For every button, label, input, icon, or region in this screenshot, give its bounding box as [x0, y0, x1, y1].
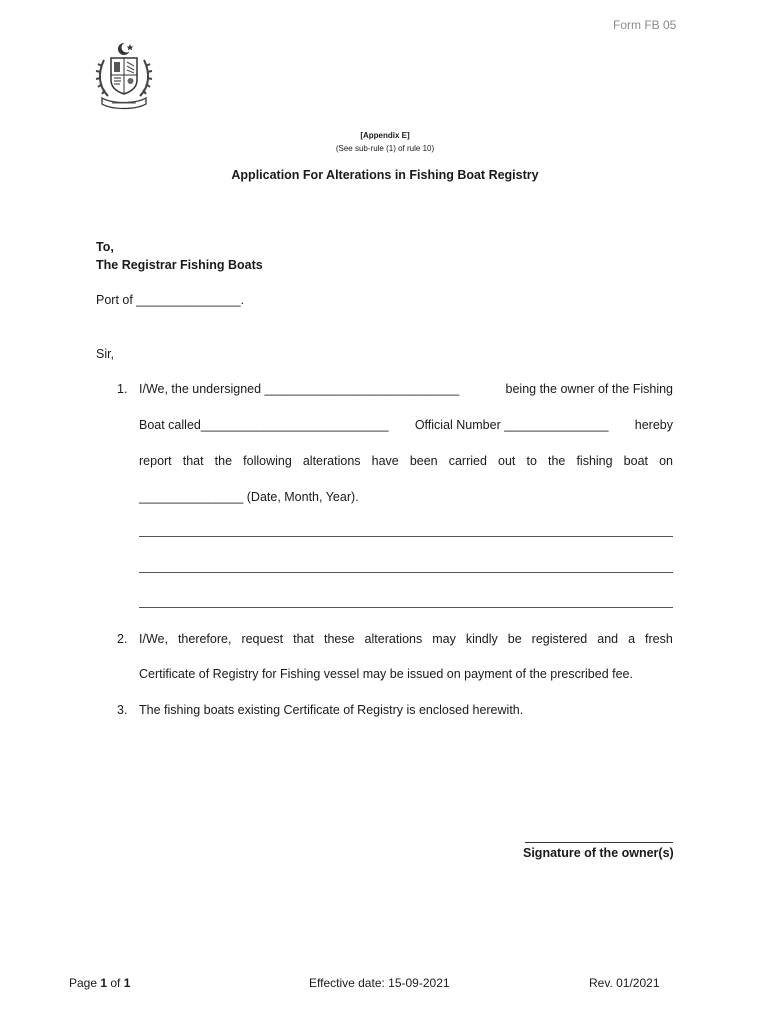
item-2-line-1: [139, 632, 673, 646]
item-number: 1.: [117, 382, 128, 396]
word: alterations: [302, 454, 361, 468]
appendix-label: [Appendix E]: [360, 131, 410, 140]
signature-line[interactable]: [525, 842, 673, 843]
effective-date: Effective date: 15-09-2021: [309, 976, 450, 990]
word: I/We,: [139, 632, 168, 646]
item-1-line-3: [139, 454, 673, 468]
revision-number: Rev. 01/2021: [589, 976, 660, 990]
word: out: [498, 454, 516, 468]
word: that: [293, 632, 314, 646]
word: the: [547, 454, 566, 468]
page-prefix: Page: [69, 976, 101, 990]
page-number: [69, 976, 130, 990]
item-number: 3.: [117, 703, 128, 717]
word: carried: [448, 454, 487, 468]
item-number: 2.: [117, 632, 128, 646]
word: to: [526, 454, 537, 468]
word: boat: [623, 454, 649, 468]
subrule-reference: (See sub-rule (1) of rule 10): [335, 144, 435, 153]
word: a: [628, 632, 636, 646]
state-emblem: [94, 42, 154, 110]
word: fishing: [576, 454, 613, 468]
word: the: [214, 454, 233, 468]
item-2-line-2: Certificate of Registry for Fishing vessel may be issued on payment of the prescribed fee.: [139, 667, 633, 681]
undersigned-name-field[interactable]: I/We, the undersigned ____________________________: [139, 382, 460, 396]
page-of: of: [107, 976, 124, 990]
alteration-details-line[interactable]: [139, 607, 673, 608]
form-code: Form FB 05: [613, 18, 677, 32]
word: be: [507, 632, 522, 646]
official-number-field[interactable]: Official Number _______________: [414, 418, 609, 432]
word: fresh: [645, 632, 673, 646]
signature-label: Signature of the owner(s): [523, 846, 674, 860]
word: these: [323, 632, 355, 646]
word: may: [432, 632, 456, 646]
alteration-date-field[interactable]: _______________ (Date, Month, Year).: [139, 490, 359, 504]
alteration-details-line[interactable]: [139, 572, 673, 573]
word: kindly: [465, 632, 498, 646]
word: and: [597, 632, 619, 646]
address-to: To,: [96, 240, 114, 254]
text-segment: hereby: [634, 418, 673, 432]
boat-name-field[interactable]: Boat called___________________________: [139, 418, 389, 432]
item-1-line-1[interactable]: [139, 382, 673, 396]
word: registered: [531, 632, 588, 646]
word: report: [139, 454, 172, 468]
port-of-field[interactable]: Port of _______________.: [96, 293, 245, 307]
alteration-details-line[interactable]: [139, 536, 673, 537]
word: therefore,: [177, 632, 232, 646]
word: on: [659, 454, 673, 468]
word: following: [243, 454, 292, 468]
word: been: [409, 454, 438, 468]
text-segment: being the owner of the Fishing: [505, 382, 673, 396]
item-1-line-2[interactable]: [139, 418, 673, 432]
salutation: Sir,: [96, 347, 115, 361]
word: that: [182, 454, 204, 468]
page-current: 1: [100, 976, 108, 990]
form-title: Application For Alterations in Fishing Boat Registry: [231, 168, 539, 182]
word: request: [241, 632, 284, 646]
word: alterations: [364, 632, 423, 646]
page-total: 1: [123, 976, 131, 990]
address-recipient: The Registrar Fishing Boats: [96, 258, 263, 272]
word: have: [371, 454, 399, 468]
item-3-line-1: The fishing boats existing Certificate of Registry is enclosed herewith.: [139, 703, 524, 717]
